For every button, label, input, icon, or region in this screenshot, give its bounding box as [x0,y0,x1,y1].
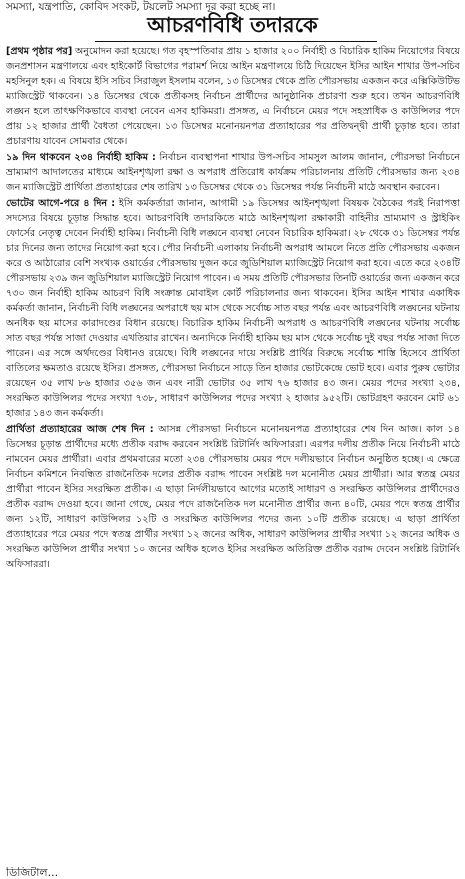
continuation-marker: [প্রথম পৃষ্ঠার পর] [6,46,73,57]
paragraph-continuation [6,44,460,149]
previous-article-tail: সমস্যা, যন্ত্রপাতি, কোবিদ সংকট, টয়লেট সমস্যা দূর করা হচ্ছে না। [6,1,276,13]
paragraph-text: অনুমোদন করা হয়েছে। গত বৃহস্পতিবার প্রায় ১ হাজার ২০০ নির্বাহী ও বিচারিক হাকিম নিয়োগের বিষয়ে জনপ্রশাসন মন্ত্রণালয়ে এবং হাইকোর্ট বিভাগের পরামর্শ নিয়ে আইন মন্ত্রণালয়ে চিঠি দিয়েছেন ইসির আইন শাখার উপ-সচিব মহসিনুল হক। এ বিষয়ে ইসি সচিব সিরাজুল ইসলাম বলেন, ১৩ ডিসেম্বর থেকে প্রতি পৌরসভায় একজন করে এক্সিকিউটিভ ম্যাজিস্ট্রেট থাকবেন। ১৪ ডিসেম্বর থেকে প্রতীকসহ নির্বাচন প্রার্থীদের আনুষ্ঠানিক প্রচারণা শুরু হবে। তখন আচরণবিধি লঙ্ঘন হলে তাৎক্ষণিকভাবে ব্যবস্থা নেবেন এসব হাকিমরা। প্রসঙ্গত, এ নির্বাচনে মেয়র পদে সহস্রাধিক ও কাউন্সিলর পদে প্রায় ১২ হাজার প্রার্থী বৈধতা পেয়েছেন। ১৩ ডিসেম্বর মনোনয়নপত্র প্রত্যাহারের পর প্রতিদ্বন্দ্বী প্রার্থী চূড়ান্ত হবে। তারা প্রচারণায় যাবেন সোমবার থেকে। [6,46,460,148]
article-body [6,44,460,869]
paragraph-text: নির্বাচন ব্যবস্থাপনা শাখার উপ-সচিব সামসুল আলম জানান, পৌরসভা নির্বাচনে ভ্রাম্যমাণ আদালতের মাধ্যমে আইনশৃঙ্খলা রক্ষা ও অপরাধ প্রতিরোধ কার্যক্রম পরিচালনায় প্রতিটি পৌরসভার জন্য ২৩৪ জন ম্যাজিস্ট্রেট প্রার্থিতা প্রত্যাহারের শেষ তারিখ ১৩ ডিসেম্বর থেকে ৩১ ডিসেম্বর পর্যন্ত নির্বাচনী মাঠে অবস্থান করবেন। [6,151,460,194]
paragraph-withdrawal-deadline [6,422,460,572]
paragraph-text: ইসি কর্মকর্তারা জানান, আগামী ১৯ ডিসেম্বর আইনশৃঙ্খলা বিষয়ক বৈঠকের পরই নিরাপত্তা সদস্যের বিষয়ে চূড়ান্ত সিদ্ধান্ত হবে। আচরণবিধি তদারকিতে মাঠে আইনশৃঙ্খলা রক্ষাকারী বাহিনীর ভ্রাম্যমাণ ও স্ট্রাইকিং ফোর্সের নেতৃত্ব দেবেন নির্বাহী হাকিম। নির্বাচনী বিধি লঙ্ঘনে ব্যবস্থা নেবেন বিচারিক হাকিমরা। ২৮ থেকে ৩১ ডিসেম্বর পর্যন্ত চার দিনের জন্য তাদের নিয়োগ করা হবে। পৌর নির্বাচনী এলাকায় নির্বাচনী অপরাধ আমলে নিতে প্রতি পৌরসভায় একজন করে ও আঠারোর বেশি সংখ্যক ওয়ার্ডের পৌরসভায় দুজন করে জুডিশিয়াল ম্যাজিস্ট্রেট নিয়োগ করা হবে। এতে করে ২৩৪টি পৌরসভায় ২৩৯ জন জুডিশিয়াল ম্যাজিস্ট্রেট নিয়োগ পাবেন। এ সময় প্রতিটি পৌরসভার তিনটি ওয়ার্ডের জন্য একজন করে ৭৩০ জন নির্বাহী হাকিম আচরণ বিধি সংক্রান্ত মোবাইল কোর্ট পরিচালনার জন্য থাকবেন। ইসির আইন শাখার একাধিক কর্মকর্তা জানান, নির্বাচনী বিধি লঙ্ঘনের অপরাধে ছয় মাস থেকে সর্বোচ্চ সাত বছর পর্যন্ত এবং আচরণবিধি লঙ্ঘনের ঘটনায় অনধিক ছয় মাসের কারাদণ্ডের বিধান রয়েছে। বিচারিক হাকিম নির্বাচনী অপরাধ ও আচরণবিধি লঙ্ঘনের ঘটনায় সর্বোচ্চ সাত বছর পর্যন্ত সাজা দেওয়ার এখতিয়ার রাখেন। অন্যদিকে নির্বাহী হাকিম ছয় মাস থেকে সর্বোচ্চ দুই বছর পর্যন্ত সাজা দিতে পারেন। এর সঙ্গে অর্থদণ্ডের বিধানও রয়েছে। বিধি লঙ্ঘনের দায়ে সংশ্লিষ্ট প্রার্থির বিরুদ্ধে সর্বোচ্চ শাস্তি হিসেবে প্রার্থিতা বাতিলের ক্ষমতাও রয়েছে ইসির। প্রসঙ্গত, পৌরসভা নির্বাচনে সাড়ে তিন হাজার ভোটকেন্দ্রে ভোট হবে। এবার পুরুষ ভোটার রয়েছেন ৩৫ লাখ ৮৬ হাজার ৩৫৬ জন এবং নারী ভোটার ৩৫ লাখ ৭৬ হাজার ৪৩ জন। মেয়র পদের সংখ্যা ২৩৪, সংরক্ষিত কাউন্সিলর পদের সংখ্যা ৭৩৮, সাধারণ কাউন্সিলর পদের সংখ্যা ২ হাজার ৯৫২টি। ভোটগ্রহণ করবেন মোট ৬১ হাজার ১৪৩ জন কর্মকর্তা। [6,197,460,420]
next-article-fragment: ডিজিটাল... [6,867,59,879]
article-headline: আচরণবিধি তদারকে [147,12,318,37]
paragraph-text: আসন্ন পৌরসভা নির্বাচনে মনোনয়নপত্র প্রত্যাহারের শেষ দিন আজ। কাল ১৪ ডিসেম্বর চূড়ান্ত প্রার্থীদের মধ্যে প্রতীক বরাদ্দ করবেন সংশ্লিষ্ট রিটার্নিং অফিসাররা। এরপর দলীয় প্রতীক নিয়ে নির্বাচনী মাঠে নামবেন মেয়র প্রার্থীরা। এবার প্রথমবারের মতো ২৩৪ পৌরসভায় মেয়র পদে দলীয়ভাবে নির্বাচন অনুষ্ঠিত হচ্ছে। এ ক্ষেত্রে নির্বাচন কমিশনে নিবন্ধিত রাজনৈতিক দলের প্রতীক বরাদ্দ পাবেন সংশ্লিষ্ট দল মনোনীত মেয়র প্রার্থীরা। আর স্বতন্ত্র মেয়র প্রার্থীরা পাবেন ইসির সংরক্ষিত প্রতীক। এ ছাড়া নির্দলীয়ভাবে আগের মতোই সাধারণ ও সংরক্ষিত কাউন্সিলর প্রার্থীদেরও প্রতীক বরাদ্দ দেওয়া হবে। জানা গেছে, মেয়র পদে রাজনৈতিক দল মনোনীত প্রার্থীর জন্য ৪০টি, মেয়র পদে স্বতন্ত্র প্রার্থীর জন্য ১২টি, সাধারণ কাউন্সিলর ১২টি ও সংরক্ষিত কাউন্সিলর পদের জন্য ১০টি প্রতীক রয়েছে। এ ছাড়া প্রার্থিতা প্রত্যাহারের পরে মেয়র পদে স্বতন্ত্র প্রার্থীর সংখ্যা ১২ জনের অধিক, সাধারণ কাউন্সিলর প্রার্থীর সংখ্যা ১২ জনের অধিক ও সংরক্ষিত কাউন্সিল প্রার্থীর সংখ্যা ১০ জনের অধিক হলেও ইসির সংরক্ষিত অতিরিক্ত প্রতীক বরাদ্দ দেবেন সংশ্লিষ্ট রিটার্নিং অফিসাররা। [6,423,460,571]
subhead-before-after-vote: ভোটের আগে-পরে ৪ দিন : [6,197,116,209]
subhead-withdrawal-deadline: প্রার্থিতা প্রত্যাহারের আজ শেষ দিন : [6,423,154,435]
headline-rule [95,41,377,42]
paragraph-before-after-vote [6,196,460,422]
subhead-magistrates: ১৯ দিন থাকবেন ২৩৪ নির্বাহী হাকিম : [6,151,156,163]
paragraph-magistrates [6,150,460,195]
